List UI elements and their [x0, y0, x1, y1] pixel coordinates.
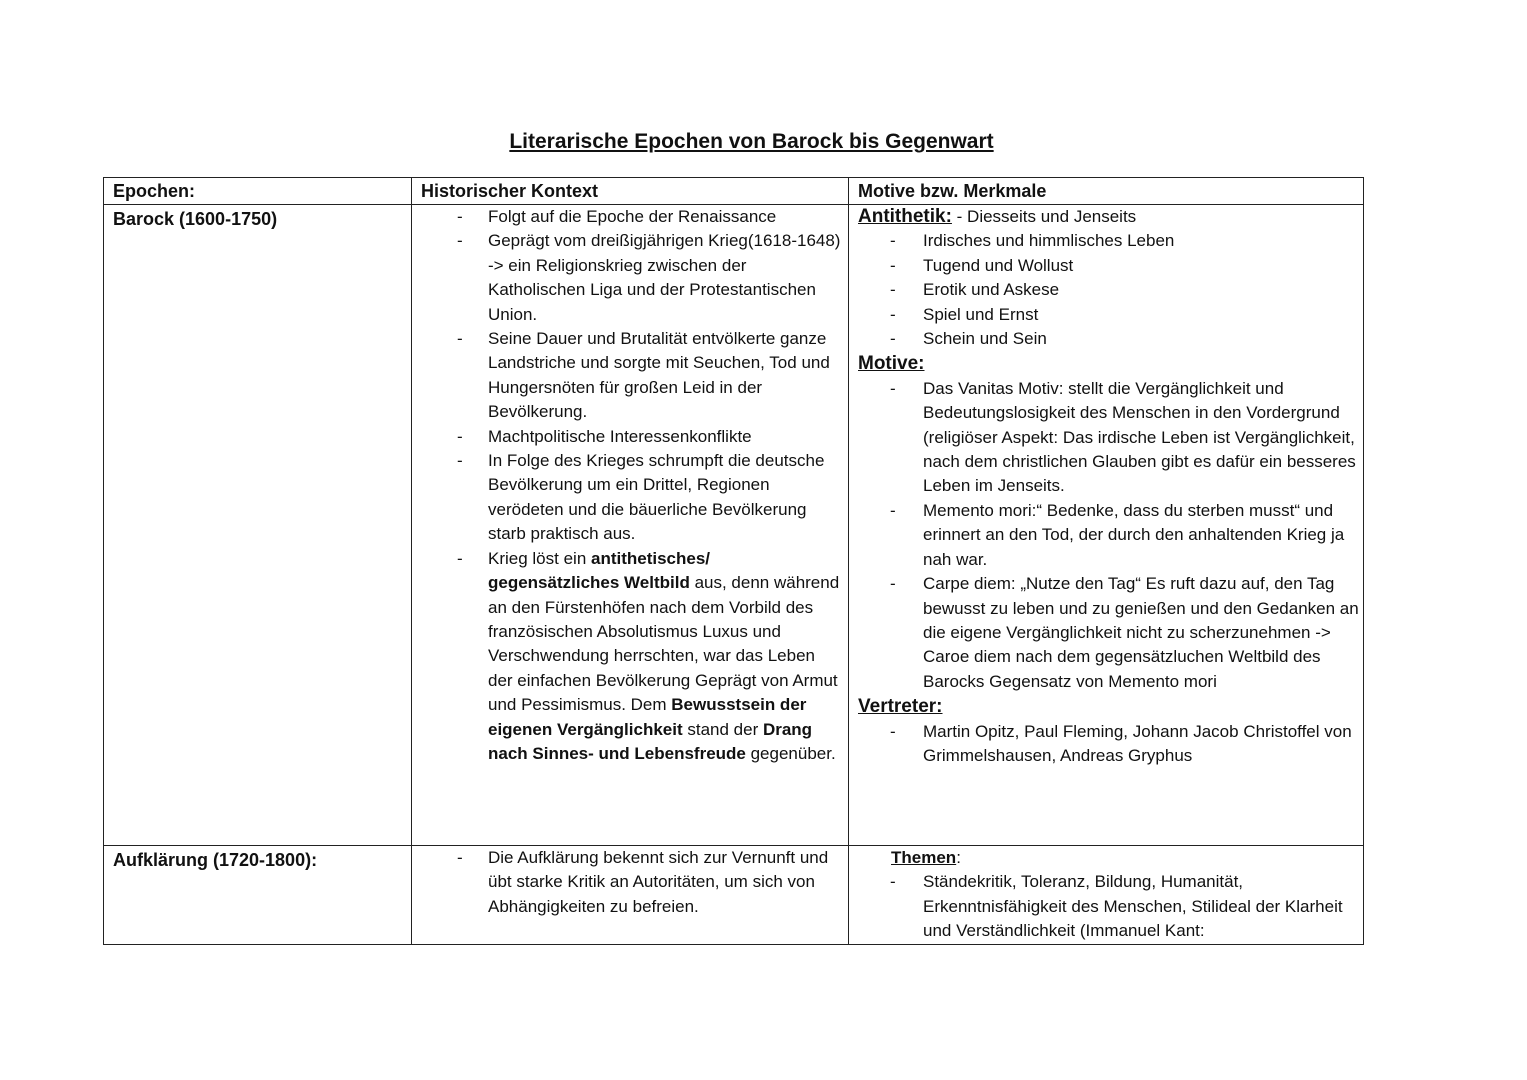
aufklaerung-context-cell: [412, 846, 849, 945]
list-item: [421, 547, 844, 767]
barock-context-list: [421, 205, 844, 766]
themen-heading: Themen: [891, 848, 957, 867]
table-row-aufklaerung: [104, 846, 1364, 945]
list-item: - Folgt auf die Epoche der Renaissance: [421, 205, 844, 229]
list-item: - Spiel und Ernst: [858, 303, 1359, 327]
motive-heading: Motive:: [858, 353, 925, 375]
page-title: Literarische Epochen von Barock bis Gegenwart: [509, 130, 994, 153]
motive-list: [858, 377, 1359, 694]
aufklaerung-motive-cell: [849, 846, 1364, 945]
text-run: Krieg löst ein: [488, 548, 591, 568]
list-item: - Ständekritik, Toleranz, Bildung, Humanität, Erkenntnisfähigkeit des Menschen, Stilideal der Klarheit und Verständlichkeit (Immanuel Kant:: [858, 870, 1359, 943]
vertreter-list: [858, 720, 1359, 769]
aufklaerung-epoch-label: Aufklärung (1720-1800):: [113, 850, 318, 870]
barock-motive-cell: [849, 205, 1364, 846]
list-item: - Die Aufklärung bekennt sich zur Vernunft und übt starke Kritik an Autoritäten, um sich von Abhängigkeiten zu befreien.: [421, 846, 844, 919]
antithetik-heading: Antithetik:: [858, 206, 952, 227]
list-item: - In Folge des Krieges schrumpft die deutsche Bevölkerung um ein Drittel, Regionen verödeten und die bäuerliche Bevölkerung starb praktisch aus.: [421, 449, 844, 547]
table-header-row: [104, 178, 1364, 205]
list-item: - Erotik und Askese: [858, 278, 1359, 302]
list-item: - Machtpolitische Interessenkonflikte: [421, 425, 844, 449]
text-run: stand der: [682, 719, 763, 739]
aufklaerung-context-list: [421, 846, 844, 919]
themen-colon: :: [956, 848, 961, 867]
barock-context-cell: [412, 205, 849, 846]
header-motive: Motive bzw. Merkmale: [849, 178, 1364, 205]
barock-epoch-cell: [104, 205, 412, 846]
table-row-barock: [104, 205, 1364, 846]
bold-text: antithetisches/ gegensätzliches Weltbild: [488, 548, 711, 593]
aufklaerung-epoch-cell: [104, 846, 412, 945]
list-item: - Geprägt vom dreißigjährigen Krieg(1618-1648) -> ein Religionskrieg zwischen der Katholischen Liga und der Protestantischen Union.: [421, 229, 844, 327]
antithetik-heading-line: [858, 205, 1359, 229]
bold-text: Drang nach Sinnes- und Lebensfreude: [488, 719, 813, 763]
themen-heading-line: [858, 846, 1359, 870]
list-item: - Irdisches und himmlisches Leben: [858, 229, 1359, 253]
list-item: - Carpe diem: „Nutze den Tag“ Es ruft dazu auf, den Tag bewusst zu leben und zu genießen und den Gedanken an die eigene Vergänglichkeit nicht zu scherzunehmen -> Caroe diem nach dem gegensätzluchen Weltbild des Barocks Gegensatz von Memento mori: [858, 572, 1359, 694]
list-item: - Seine Dauer und Brutalität entvölkerte ganze Landstriche und sorgte mit Seuchen, Tod und Hungersnöten für großen Leid in der Bevölkerung.: [421, 327, 844, 425]
antithetik-first-item: - Diesseits und Jenseits: [951, 207, 1137, 226]
header-kontext: Historischer Kontext: [412, 178, 849, 205]
header-epochen: Epochen:: [104, 178, 412, 205]
themen-list: [858, 870, 1359, 943]
list-item: - Schein und Sein: [858, 327, 1359, 351]
list-item: - Tugend und Wollust: [858, 254, 1359, 278]
text-run: aus, denn während an den Fürstenhöfen nach dem Vorbild des französischen Absolutismus Luxus und Verschwendung herrschten, war das Leben der einfachen Bevölkerung Geprägt von Armut und Pessimismus. Dem: [488, 573, 840, 715]
list-item: - Memento mori:“ Bedenke, dass du sterben musst“ und erinnert an den Tod, der durch den anhaltenden Krieg ja nah war.: [858, 499, 1359, 572]
vertreter-heading: Vertreter:: [858, 696, 943, 718]
epochs-table: [103, 177, 1364, 945]
antithetik-list: [858, 229, 1359, 351]
barock-epoch-label: Barock (1600-1750): [113, 209, 278, 229]
list-item: - Martin Opitz, Paul Fleming, Johann Jacob Christoffel von Grimmelshausen, Andreas Gryphus: [858, 720, 1359, 769]
bold-text: Bewusstsein der eigenen Vergänglichkeit: [488, 695, 807, 739]
text-run: gegenüber.: [745, 743, 836, 763]
list-item: - Das Vanitas Motiv: stellt die Vergänglichkeit und Bedeutungslosigkeit des Menschen in den Vordergrund (religiöser Aspekt: Das irdische Leben ist Vergänglichkeit, nach dem christlichen Glauben gibt es dafür ein besseres Leben im Jenseits.: [858, 377, 1359, 499]
